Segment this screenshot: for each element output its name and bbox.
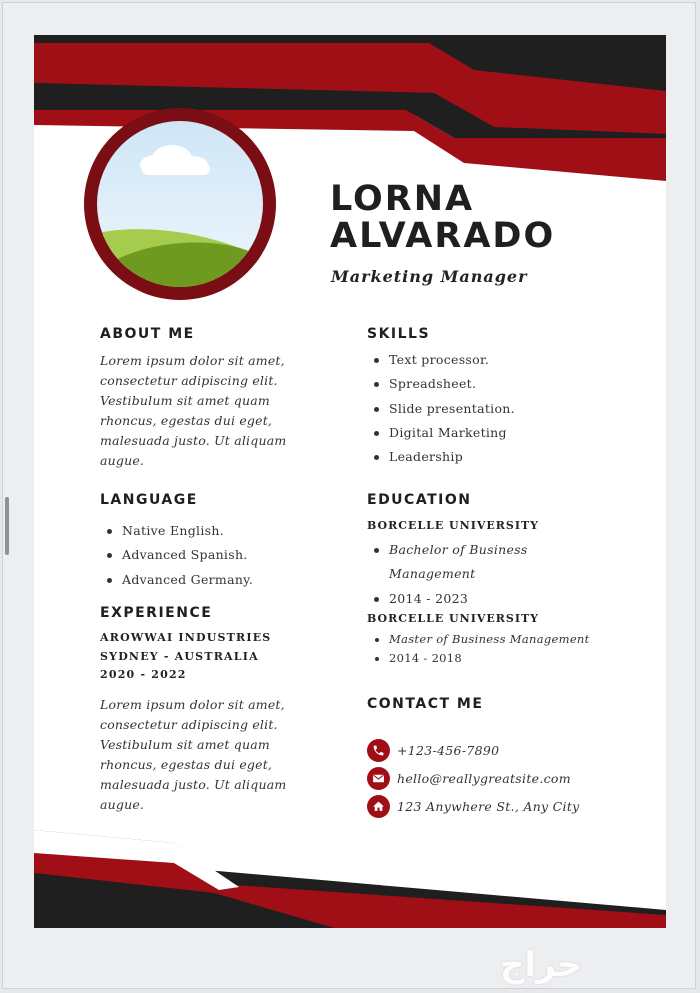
profile-photo-frame [84, 108, 276, 300]
experience-years: 2020 - 2022 [100, 668, 187, 681]
name-last: ALVARADO [330, 216, 556, 256]
email-icon [367, 767, 390, 790]
candidate-name [330, 181, 555, 255]
email-address[interactable]: hello@reallygreatsite.com [397, 770, 571, 786]
job-title: Marketing Manager [331, 267, 528, 286]
list-item: Native English. [122, 519, 253, 543]
company-name: AROWWAI INDUSTRIES [100, 631, 272, 644]
list-item: Slide presentation. [389, 397, 515, 421]
list-item: Spreadsheet. [389, 372, 515, 396]
language-list [100, 519, 253, 592]
list-item: Bachelor of Business Management [389, 538, 528, 587]
education-details-2 [367, 630, 590, 668]
contact-heading: CONTACT ME [367, 696, 484, 712]
list-item: Leadership [389, 445, 515, 469]
experience-meta [100, 629, 271, 685]
list-item: Text processor. [389, 348, 515, 372]
list-item: 2014 - 2018 [389, 649, 590, 668]
experience-text: Lorem ipsum dolor sit amet, consectetur adipiscing elit. Vestibulum sit amet quam rhoncus, egestas dui eget, malesuada justo. Ut aliquam augue. [100, 697, 287, 812]
education-details-1 [367, 538, 528, 611]
landscape-photo-placeholder-icon [97, 121, 263, 287]
language-heading: LANGUAGE [100, 492, 198, 508]
list-item: Master of Business Management [389, 630, 590, 649]
phone-icon [367, 739, 390, 762]
phone-number[interactable]: +123-456-7890 [397, 742, 500, 758]
list-item: Advanced Spanish. [122, 543, 253, 567]
list-item: 2014 - 2023 [389, 587, 528, 611]
about-heading: ABOUT ME [100, 326, 195, 342]
list-item: Digital Marketing [389, 421, 515, 445]
contact-address [367, 794, 580, 818]
resume-page [34, 35, 666, 928]
profile-photo [97, 121, 263, 287]
contact-phone [367, 738, 499, 762]
name-first: LORNA [330, 179, 475, 219]
home-icon [367, 795, 390, 818]
school-name: BORCELLE UNIVERSITY [367, 612, 540, 625]
skills-list [367, 348, 515, 469]
street-address: 123 Anywhere St., Any City [397, 798, 580, 814]
watermark-logo: حراج [500, 945, 582, 985]
experience-heading: EXPERIENCE [100, 605, 213, 621]
list-item: Advanced Germany. [122, 568, 253, 592]
skills-heading: SKILLS [367, 326, 431, 342]
contact-email [367, 766, 571, 790]
school-name: BORCELLE UNIVERSITY [367, 519, 540, 532]
company-location: SYDNEY - AUSTRALIA [100, 649, 259, 663]
about-text: Lorem ipsum dolor sit amet, consectetur adipiscing elit. Vestibulum sit amet quam rhoncus, egestas dui eget, malesuada justo. Ut aliquam augue. [100, 353, 287, 468]
education-heading: EDUCATION [367, 492, 472, 508]
scrollbar-handle[interactable] [5, 497, 9, 555]
